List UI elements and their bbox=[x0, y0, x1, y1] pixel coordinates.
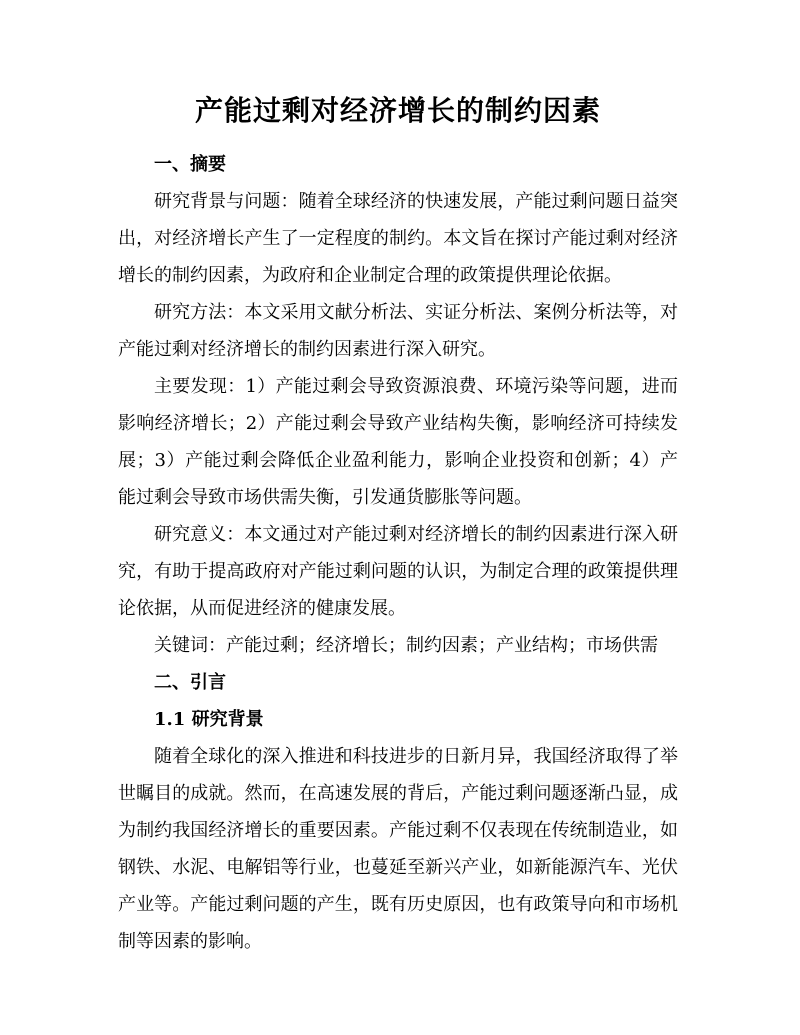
section-heading-abstract: 一、摘要 bbox=[154, 154, 226, 175]
abstract-significance-paragraph: 研究意义：本文通过对产能过剩对经济增长的制约因素进行深入研究，有助于提高政府对产能过剩问题的认识，为制定合理的政策提供理论依据，从而促进经济的健康发展。 bbox=[118, 524, 678, 619]
introduction-section bbox=[118, 664, 678, 960]
keywords-line: 关键词：产能过剩；经济增长；制约因素；产业结构；市场供需 bbox=[154, 635, 658, 656]
introduction-background-paragraph: 随着全球化的深入推进和科技进步的日新月异，我国经济取得了举世瞩目的成就。然而，在高速发展的背后，产能过剩问题逐渐凸显，成为制约我国经济增长的重要因素。产能过剩不仅表现在传统制造业，如钢铁、水泥、电解铝等行业，也蔓延至新兴产业，如新能源汽车、光伏产业等。产能过剩问题的产生，既有历史原因，也有政策导向和市场机制等因素的影响。 bbox=[118, 746, 678, 952]
document-page bbox=[118, 90, 678, 960]
section-heading-introduction: 二、引言 bbox=[154, 672, 226, 693]
document-title: 产能过剩对经济增长的制约因素 bbox=[194, 94, 601, 127]
abstract-background-paragraph: 研究背景与问题：随着全球经济的快速发展，产能过剩问题日益突出，对经济增长产生了一定程度的制约。本文旨在探讨产能过剩对经济增长的制约因素，为政府和企业制定合理的政策提供理论依据。 bbox=[118, 191, 678, 286]
abstract-method-paragraph: 研究方法：本文采用文献分析法、实证分析法、案例分析法等，对产能过剩对经济增长的制约因素进行深入研究。 bbox=[118, 302, 678, 360]
subsection-heading-background: 1.1 研究背景 bbox=[154, 709, 264, 730]
abstract-findings-paragraph: 主要发现：1）产能过剩会导致资源浪费、环境污染等问题，进而影响经济增长；2）产能过剩会导致产业结构失衡，影响经济可持续发展；3）产能过剩会降低企业盈利能力，影响企业投资和创新；4）产能过剩会导致市场供需失衡，引发通货膨胀等问题。 bbox=[118, 376, 678, 508]
abstract-section bbox=[118, 146, 678, 664]
